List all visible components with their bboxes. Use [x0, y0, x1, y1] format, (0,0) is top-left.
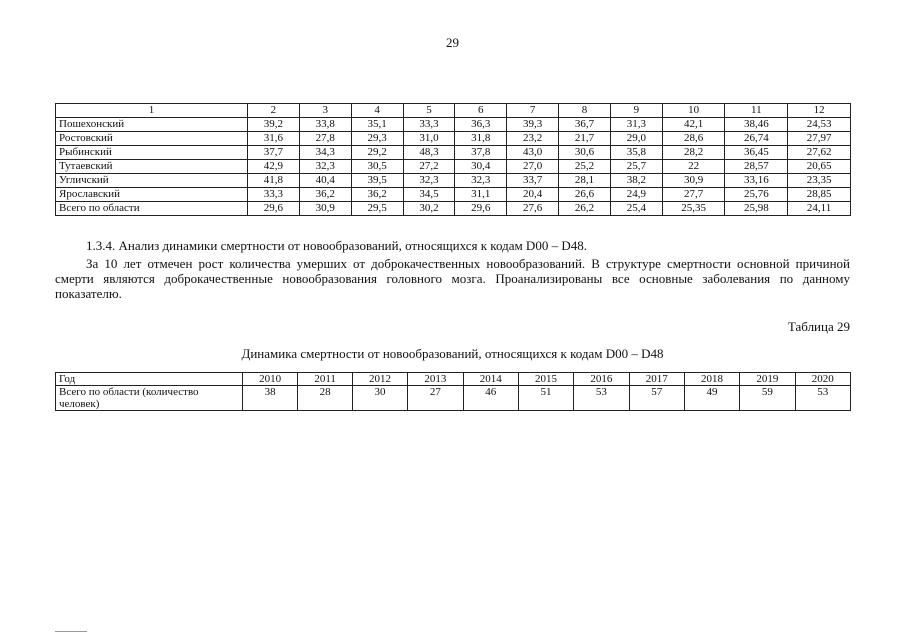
footnote-divider — [55, 631, 87, 632]
table-cell: 29,3 — [351, 132, 403, 146]
value-cell: 27 — [408, 386, 463, 411]
table-row — [56, 132, 851, 146]
value-cell: 53 — [574, 386, 629, 411]
table-cell: 32,3 — [403, 174, 455, 188]
value-cell: 38 — [243, 386, 298, 411]
table-cell: 31,6 — [248, 132, 300, 146]
district-name: Тутаевский — [56, 160, 248, 174]
table-cell: 37,7 — [248, 146, 300, 160]
table-cell: 37,8 — [455, 146, 507, 160]
year-cell: 2014 — [463, 373, 518, 386]
table-cell: 27,97 — [788, 132, 851, 146]
table-header-cell: 12 — [788, 104, 851, 118]
table-cell: 35,1 — [351, 118, 403, 132]
year-header-label: Год — [56, 373, 243, 386]
district-name: Всего по области — [56, 202, 248, 216]
table-cell: 42,1 — [662, 118, 725, 132]
table-cell: 36,3 — [455, 118, 507, 132]
table-cell: 40,4 — [299, 174, 351, 188]
table-cell: 39,5 — [351, 174, 403, 188]
value-cell: 30 — [352, 386, 407, 411]
table-cell: 29,5 — [351, 202, 403, 216]
district-name: Ростовский — [56, 132, 248, 146]
table-cell: 42,9 — [248, 160, 300, 174]
table-cell: 28,57 — [725, 160, 788, 174]
value-cell: 28 — [298, 386, 353, 411]
table-cell: 35,8 — [610, 146, 662, 160]
value-cell: 51 — [518, 386, 573, 411]
table-cell: 28,2 — [662, 146, 725, 160]
value-cell: 57 — [629, 386, 684, 411]
section-heading: 1.3.4. Анализ динамики смертности от новообразований, относящихся к кодам D00 – D48. — [86, 238, 587, 253]
table-header-cell: 3 — [299, 104, 351, 118]
table-cell: 38,2 — [610, 174, 662, 188]
table-cell: 27,8 — [299, 132, 351, 146]
row-label: Всего по области (количество человек) — [56, 386, 243, 411]
table-cell: 38,46 — [725, 118, 788, 132]
table-row — [56, 188, 851, 202]
table-cell: 29,6 — [248, 202, 300, 216]
table-header-row — [56, 373, 851, 386]
table-label: Таблица 29 — [787, 319, 850, 334]
table-cell: 28,85 — [788, 188, 851, 202]
table-cell: 23,2 — [507, 132, 559, 146]
table-cell: 36,45 — [725, 146, 788, 160]
table-cell: 30,9 — [662, 174, 725, 188]
table-cell: 30,6 — [559, 146, 611, 160]
table-header-cell: 5 — [403, 104, 455, 118]
table-cell: 27,7 — [662, 188, 725, 202]
table-cell: 29,6 — [455, 202, 507, 216]
table-header-cell: 4 — [351, 104, 403, 118]
body-paragraph: За 10 лет отмечен рост количества умерших от доброкачественных новообразований. В структуре смертности основной причиной смерти являются доброкачественные новообразования головного мозга. Проанализированы все основные заболевания по данному показателю. — [55, 256, 850, 301]
value-cell: 53 — [795, 386, 850, 411]
table-row — [56, 160, 851, 174]
table-cell: 33,3 — [403, 118, 455, 132]
table-cell: 28,6 — [662, 132, 725, 146]
district-name: Пошехонский — [56, 118, 248, 132]
table-header-cell: 8 — [559, 104, 611, 118]
table-header-cell: 7 — [507, 104, 559, 118]
year-cell: 2016 — [574, 373, 629, 386]
table-row — [56, 174, 851, 188]
table-header-row — [56, 104, 851, 118]
table-cell: 34,5 — [403, 188, 455, 202]
table-cell: 30,5 — [351, 160, 403, 174]
table-cell: 25,76 — [725, 188, 788, 202]
table-cell: 25,98 — [725, 202, 788, 216]
table-cell: 22 — [662, 160, 725, 174]
table-header-cell: 10 — [662, 104, 725, 118]
table-cell: 33,3 — [248, 188, 300, 202]
table-header-cell: 9 — [610, 104, 662, 118]
value-cell: 59 — [740, 386, 795, 411]
year-cell: 2010 — [243, 373, 298, 386]
table-cell: 41,8 — [248, 174, 300, 188]
table-cell: 28,1 — [559, 174, 611, 188]
table-cell: 30,2 — [403, 202, 455, 216]
table-cell: 26,74 — [725, 132, 788, 146]
table-cell: 27,62 — [788, 146, 851, 160]
year-cell: 2020 — [795, 373, 850, 386]
table-header-cell: 1 — [56, 104, 248, 118]
table-cell: 31,8 — [455, 132, 507, 146]
yearly-mortality-table — [55, 372, 851, 411]
table-cell: 39,2 — [248, 118, 300, 132]
table-row — [56, 146, 851, 160]
table-cell: 27,6 — [507, 202, 559, 216]
table-cell: 39,3 — [507, 118, 559, 132]
table-cell: 36,2 — [351, 188, 403, 202]
table-cell: 48,3 — [403, 146, 455, 160]
table-cell: 29,2 — [351, 146, 403, 160]
year-cell: 2018 — [684, 373, 739, 386]
year-cell: 2013 — [408, 373, 463, 386]
table-cell: 21,7 — [559, 132, 611, 146]
table-row — [56, 118, 851, 132]
table-cell: 25,2 — [559, 160, 611, 174]
value-cell: 49 — [684, 386, 739, 411]
table-cell: 32,3 — [455, 174, 507, 188]
table-cell: 33,7 — [507, 174, 559, 188]
table-cell: 25,7 — [610, 160, 662, 174]
value-cell: 46 — [463, 386, 518, 411]
district-name: Рыбинский — [56, 146, 248, 160]
table-cell: 24,11 — [788, 202, 851, 216]
table-title: Динамика смертности от новообразований, относящихся к кодам D00 – D48 — [241, 346, 664, 361]
page-number: 29 — [446, 35, 459, 50]
table-cell: 43,0 — [507, 146, 559, 160]
table-cell: 24,53 — [788, 118, 851, 132]
table-header-cell: 11 — [725, 104, 788, 118]
table-header-cell: 6 — [455, 104, 507, 118]
table-cell: 26,6 — [559, 188, 611, 202]
year-cell: 2012 — [352, 373, 407, 386]
year-cell: 2019 — [740, 373, 795, 386]
table-cell: 34,3 — [299, 146, 351, 160]
table-cell: 36,2 — [299, 188, 351, 202]
table-cell: 33,16 — [725, 174, 788, 188]
table-cell: 31,3 — [610, 118, 662, 132]
table-cell: 31,0 — [403, 132, 455, 146]
year-cell: 2015 — [518, 373, 573, 386]
year-cell: 2011 — [298, 373, 353, 386]
table-cell: 36,7 — [559, 118, 611, 132]
table-cell: 24,9 — [610, 188, 662, 202]
district-name: Ярославский — [56, 188, 248, 202]
table-cell: 31,1 — [455, 188, 507, 202]
table-cell: 33,8 — [299, 118, 351, 132]
table-cell: 27,2 — [403, 160, 455, 174]
table-cell: 23,35 — [788, 174, 851, 188]
district-name: Угличский — [56, 174, 248, 188]
table-cell: 20,65 — [788, 160, 851, 174]
table-cell: 27,0 — [507, 160, 559, 174]
table-header-cell: 2 — [248, 104, 300, 118]
table-cell: 25,4 — [610, 202, 662, 216]
table-cell: 26,2 — [559, 202, 611, 216]
table-cell: 20,4 — [507, 188, 559, 202]
table-cell: 25,35 — [662, 202, 725, 216]
table-row — [56, 386, 851, 411]
year-cell: 2017 — [629, 373, 684, 386]
table-cell: 30,9 — [299, 202, 351, 216]
table-row — [56, 202, 851, 216]
table-cell: 32,3 — [299, 160, 351, 174]
district-mortality-table — [55, 103, 851, 216]
table-cell: 29,0 — [610, 132, 662, 146]
table-cell: 30,4 — [455, 160, 507, 174]
